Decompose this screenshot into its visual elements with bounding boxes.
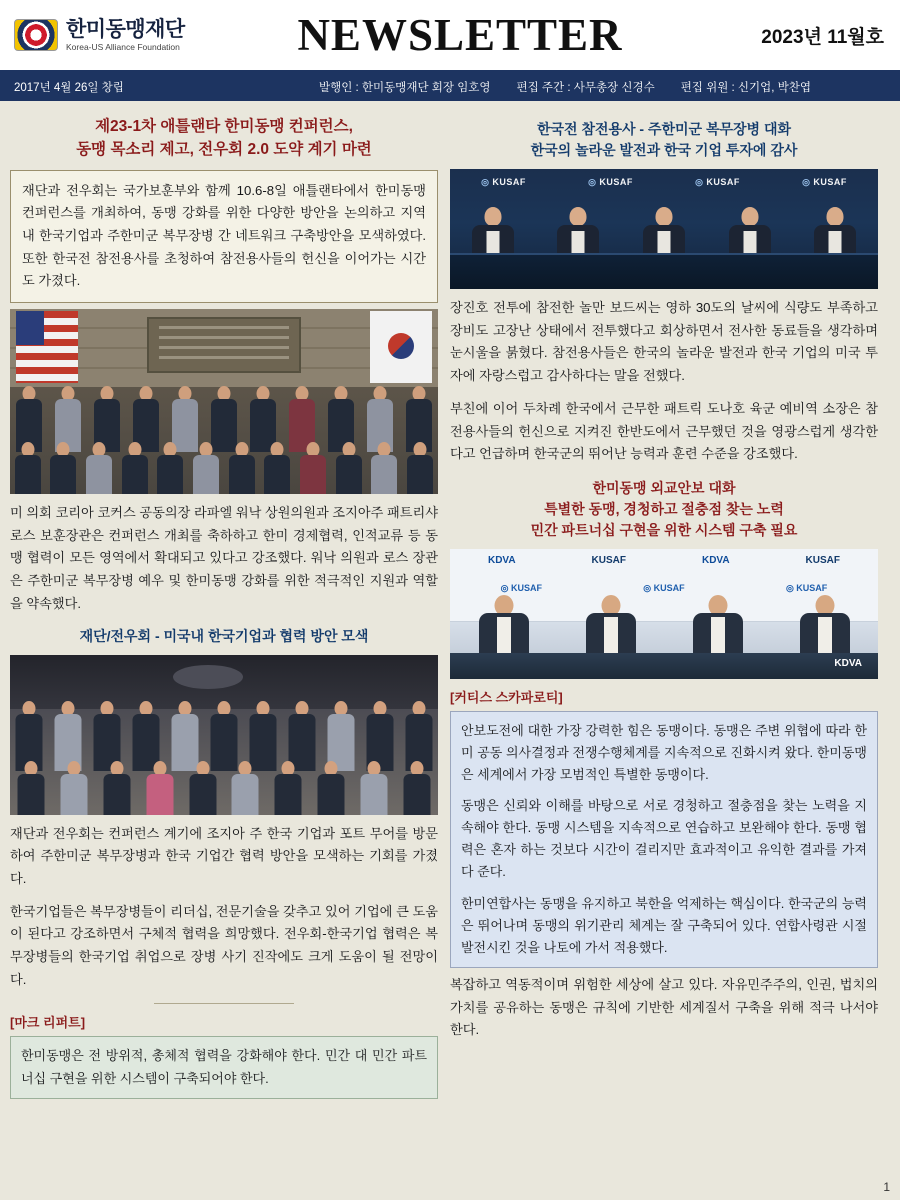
page-number: 1 bbox=[883, 1180, 890, 1194]
crowd bbox=[10, 374, 438, 494]
korea-us-alliance-emblem-icon bbox=[14, 19, 58, 51]
korean-companies-cooperation-group-photo bbox=[10, 655, 438, 815]
organization-name bbox=[66, 19, 185, 52]
kusaf-logo-icon: KUSAF bbox=[805, 554, 840, 566]
publisher-credit: 발행인 : 한미동맹재단 회장 임호영 bbox=[319, 82, 491, 94]
us-flag-icon bbox=[16, 311, 78, 383]
left-headline-line1: 제23-1차 애틀랜타 한미동맹 컨퍼런스, bbox=[95, 118, 353, 135]
left-quote-label: [마크 리퍼트] bbox=[10, 1015, 86, 1031]
kdva-logo-icon: KDVA bbox=[701, 554, 730, 566]
left-quote-box bbox=[10, 1036, 438, 1098]
right-quote-paragraph-2: 동맹은 신뢰와 이해를 바탕으로 서로 경청하고 절충점을 찾는 노력을 지속해야 한다. 동맹 시스템을 지속적으로 연습하고 보완해야 한다. 동맹 협력은 혼자 하는 것보다 시간이 걸리지만 효과적이고 유익한 결과를 가져다 준다. bbox=[461, 798, 867, 880]
left-paragraph-3: 한국기업들은 복무장병들이 리더십, 전문기술을 갖추고 있어 기업에 큰 도움이 된다고 강조하면서 구체적 협력을 희망했다. 전우회-한국기업 협력은 복무장병들의 한국기업 취업으로 장병 사기 진작에도 크게 도움이 될 전망이다. bbox=[10, 903, 438, 987]
right-headline-line2: 한국의 놀라운 발전과 한국 기업 투자에 감사 bbox=[530, 142, 798, 158]
security-dialogue-panel-photo bbox=[450, 549, 878, 679]
section-divider bbox=[154, 1003, 294, 1004]
right-paragraph-2: 부친에 이어 두차례 한국에서 근무한 패트릭 도나호 육군 예비역 소장은 참전용사들의 헌신으로 지켜진 한반도에서 근무했던 것을 영광스럽게 생각한다고 언급하며 한국군의 뛰어난 능력과 훈련 수준을 강조했다. bbox=[450, 400, 878, 462]
organization-name-english: Korea-US Alliance Foundation bbox=[66, 41, 180, 52]
right-subhead-line3: 민간 파트너십 구현을 위한 시스템 구축 필요 bbox=[530, 521, 798, 538]
left-headline bbox=[10, 115, 438, 162]
organization-name-korean: 한미동맹재단 bbox=[66, 17, 185, 41]
right-paragraph-1: 장진호 전투에 참전한 놀만 보드씨는 영하 30도의 날씨에 식량도 부족하고 장비도 고장난 상태에서 전투했다고 회상하면서 전사한 동료들을 생각하며 눈시울을 붉혔다. 참전용사들은 한국의 놀라운 발전과 한국 기업의 미국 투자에 자랑스럽고 감사하다는 말을 전했다. bbox=[450, 300, 878, 384]
masthead bbox=[0, 0, 900, 73]
panelists bbox=[450, 201, 878, 259]
credits-bar bbox=[0, 73, 900, 101]
right-subhead-line1: 한미동맹 외교안보 대화 bbox=[592, 479, 736, 496]
right-quote-paragraph-3: 한미연합사는 동맹을 유지하고 북한을 억제하는 핵심이다. 한국군의 능력은 뛰어나며 동맹의 위기관리 체계는 잘 구축되어 있다. 연합사령관 시절 발전시킨 것을 나토에 가서 적용했다. bbox=[461, 895, 867, 955]
organization-logo bbox=[0, 19, 250, 52]
backdrop-logos bbox=[450, 177, 878, 188]
page-title: NEWSLETTER bbox=[297, 10, 623, 60]
crowd bbox=[10, 695, 438, 815]
right-subhead bbox=[450, 478, 878, 541]
left-paragraph-1: 미 의회 코리아 코커스 공동의장 라파엘 워낙 상원의원과 조지아주 패트리샤 로스 보훈장관은 컨퍼런스 개최를 축하하고 한미 경제협력, 인적교류 등 동맹 협력이 모든 영역에서 확대되고 있다고 강조했다. 워낙 의원과 로스 장관은 주한미군 복무장병 예우 및 한미동맹 강화를 위한 적극적인 지원과 역할을 약속했다. bbox=[10, 505, 438, 611]
right-subhead-line2: 특별한 동맹, 경청하고 절충점 찾는 노력 bbox=[544, 500, 784, 517]
kdva-logo-icon: KDVA bbox=[487, 554, 516, 566]
left-lead-box: 재단과 전우회는 국가보훈부와 함께 10.6-8일 애틀랜타에서 한미동맹 컨퍼런스를 개최하여, 동맹 강화를 위한 다양한 방안을 논의하고 지역 내 한국기업과 주한미군 복무장병 간 네트워크 구축방안을 모색하였다. 또한 한국전 참전용사를 초청하여 참전용사들의 헌신을 이어가는 시간도 가졌다. bbox=[10, 170, 438, 304]
right-headline bbox=[450, 119, 878, 161]
article-columns bbox=[0, 101, 900, 1203]
panelists bbox=[450, 591, 878, 657]
kusaf-logo-icon: ◎ KUSAF bbox=[500, 582, 542, 593]
left-subhead: 재단/전우회 - 미국내 한국기업과 협력 방안 모색 bbox=[79, 627, 369, 644]
kusaf-logo-icon: ◎ KUSAF bbox=[588, 177, 633, 188]
founding-date: 2017년 4월 26일 창립 bbox=[14, 82, 124, 94]
panel-table bbox=[450, 653, 878, 679]
right-closing-paragraph: 복잡하고 역동적이며 위험한 세상에 살고 있다. 자유민주주의, 인권, 법치의 가치를 공유하는 동맹은 규칙에 기반한 세계질서 구축을 위해 적극 나서야 한다. bbox=[450, 976, 878, 1038]
panel-table bbox=[450, 253, 878, 289]
kusaf-logo-icon: ◎ KUSAF bbox=[802, 177, 847, 188]
left-paragraph-2: 재단과 전우회는 컨퍼런스 계기에 조지아 주 한국 기업과 포트 무어를 방문하여 주한미군 복무장병과 한국 기업간 협력 방안을 모색하는 기회를 가졌다. bbox=[10, 825, 438, 886]
kusaf-logo-icon: KUSAF bbox=[591, 554, 626, 566]
kusaf-logo-icon: ◎ KUSAF bbox=[481, 177, 526, 188]
kusaf-logo-icon: ◎ KUSAF bbox=[695, 177, 740, 188]
veterans-panel-photo bbox=[450, 169, 878, 289]
editor-in-chief-credit: 편집 주간 : 사무총장 신경수 bbox=[516, 82, 655, 94]
kusaf-logo-icon: ◎ KUSAF bbox=[785, 582, 828, 593]
editors-credit: 편집 위원 : 신기업, 박찬엽 bbox=[680, 82, 811, 94]
conference-group-photo bbox=[10, 309, 438, 494]
right-quote-box bbox=[450, 711, 878, 968]
right-column bbox=[450, 109, 878, 1203]
memorial-plaque bbox=[147, 317, 301, 373]
left-column bbox=[10, 109, 438, 1203]
left-headline-line2: 동맹 목소리 제고, 전우회 2.0 도약 계기 마련 bbox=[76, 141, 372, 159]
right-headline-line1: 한국전 참전용사 - 주한미군 복무장병 대화 bbox=[536, 121, 792, 137]
right-quote-label: [커티스 스카파로티] bbox=[450, 689, 563, 705]
left-quote-text: 한미동맹은 전 방위적, 총체적 협력을 강화해야 한다. 민간 대 민간 파트너십 구현을 위한 시스템이 구축되어야 한다. bbox=[21, 1048, 427, 1086]
korea-flag-icon bbox=[370, 311, 432, 383]
right-quote-paragraph-1: 안보도전에 대한 가장 강력한 힘은 동맹이다. 동맹은 주변 위협에 따라 한미 공동 의사결정과 전쟁수행체계를 지속적으로 진화시켜 왔다. 한미동맹은 세계에서 가장 모범적인 특별한 동맹이다. bbox=[461, 722, 867, 783]
kusaf-logo-icon: ◎ KUSAF bbox=[643, 582, 685, 593]
issue-date: 2023년 11월호 bbox=[761, 26, 884, 48]
